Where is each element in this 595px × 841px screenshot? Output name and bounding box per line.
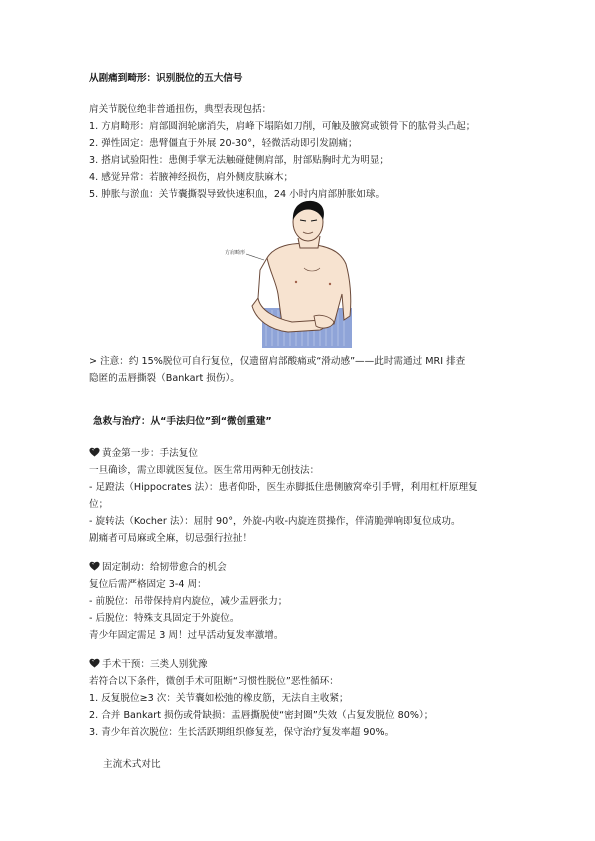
note-text: > 注意：约 15%脱位可自行复位，仅遗留肩部酸痛或“滑动感”——此时需通过 MRI 排查 [89,356,466,367]
body-text: - 后脱位：特殊支具固定于外旋位。 [89,613,240,624]
body-text: 青少年固定需足 3 周！过早活动复发率激增。 [89,630,284,641]
list-item: 2. 合并 Bankart 损伤或骨缺损：盂唇撕脱使“密封圈”失效（占复发脱位 80%）； [89,710,434,721]
body-text: - 旋转法（Kocher 法）：屈肘 90°，外旋-内收-内旋连贯操作，伴清脆弹响即复位成功。 [89,516,461,527]
section-title: 急救与治疗：从“手法归位”到“微创重建” [93,416,272,427]
section-title: 从剧痛到畸形：识别脱位的五大信号 [89,73,243,84]
list-item: 2. 弹性固定：患臂僵直于外展 20-30°，轻微活动即引发剧痛； [89,138,358,149]
list-item: 1. 方肩畸形：肩部圆润轮廓消失，肩峰下塌陷如刀削，可触及腋窝或锁骨下的肱骨头凸起； [89,121,476,132]
step-heading-text: 手术干预：三类人别犹豫 [102,659,208,670]
body-text: 若符合以下条件，微创手术可阻断“习惯性脱位”恶性循环： [89,676,339,687]
step-heading-text: 固定制动：给韧带愈合的机会 [102,562,227,573]
body-text: - 前脱位：吊带保持肩内旋位，减少盂唇张力； [89,596,288,607]
body-text: 位； [89,499,109,510]
step-heading [89,447,198,460]
black-heart-icon [89,561,100,571]
list-item: 3. 搭肩试验阳性：患侧手掌无法触碰健侧肩部，肘部贴胸时尤为明显； [89,155,390,166]
step-heading-text: 黄金第一步：手法复位 [102,448,198,459]
note-text: 隐匿的盂唇撕裂（Bankart 损伤）。 [89,373,240,384]
body-text: 复位后需严格固定 3-4 周： [89,579,207,590]
list-item: 4. 感觉异常：若腋神经损伤，肩外侧皮肤麻木； [89,172,294,183]
step-heading [89,658,208,671]
body-text: - 足蹬法（Hippocrates 法）：患者仰卧，医生赤脚抵住患侧腋窝牵引手臂，利用杠杆原理复 [89,482,478,493]
intro-text: 肩关节脱位绝非普通扭伤，典型表现包括： [89,104,272,115]
step-heading [89,561,227,574]
list-item: 5. 肿胀与淤血：关节囊撕裂导致快速积血，24 小时内肩部肿胀如球。 [89,189,386,200]
table-title: 主流术式对比 [103,759,161,770]
body-text: 一旦确诊，需立即就医复位。医生常用两种无创技法： [89,465,320,476]
list-item: 1. 反复脱位≥3 次：关节囊如松弛的橡皮筋，无法自主收紧； [89,693,349,704]
black-heart-icon [89,658,100,668]
body-text: 剧痛者可局麻或全麻，切忌强行拉扯！ [89,533,253,544]
figure-label: 方肩畸形 [225,250,246,256]
black-heart-icon [89,447,100,457]
shoulder-dislocation-illustration [222,198,362,350]
list-item: 3. 青少年首次脱位：生长活跃期组织修复差，保守治疗复发率超 90%。 [89,727,395,738]
